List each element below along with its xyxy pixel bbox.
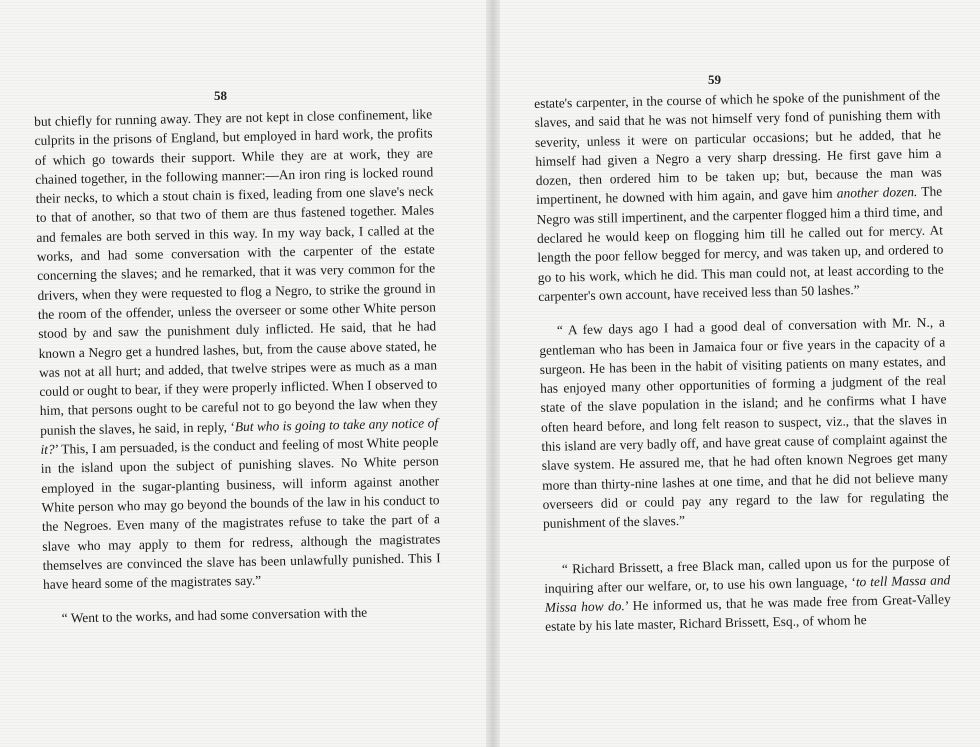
- left-page: [0, 0, 486, 747]
- left-para1-cont: ’ This, I am persuaded, is the conduct and feeling of most White people in the island upon the subject of punishing slaves. No White person employed in the sugar-planting business, will inform against another White person who may go beyond the bounds of the law in his conduct to the Negroes. Even many of the magistrates refuse to take the part of a slave who may apply to them for redress, although the magistrates themselves are convinced the slave has been unlawfully punished. This I have heard some of the magistrates say.”: [40, 434, 441, 593]
- left-para1-italic: But who is going to take any notice of it?: [40, 415, 439, 457]
- right-paragraph-1: [534, 85, 944, 306]
- right-para1-italic: another dozen.: [836, 184, 918, 202]
- left-para1-text: but chiefly for running away. They are not kept in close confinement, like culprits in the prisons of England, but employed in hard work, the profits of which go towards their support. While they are at work, they are chained together, in the following manner:—An iron ring is locked round their necks, to which a stout chain is fixed, leading from one slave's neck to that of another, so that two of them are thus fastened together. Males and females are both served in this way. In my way back, I called at the works, and had some conversation with the carpenter of the estate concerning the slaves; and he remarked, that it was very common for the drivers, when they were requested to flog a Negro, to strike the ground in the room of the offender, unless the overseer or some other White person stood by and saw the punishment duly inflicted. He said, that he had known a Negro get a hundred lashes, but, from the cause above stated, he was not at all hurt; and added, that twelve stripes were as much as a man could or ought to bear, if they were properly inflicted. When I observed to him, that persons ought to be careful not to go beyond the law when they punish the slaves, he said, in reply, ‘: [34, 106, 438, 438]
- left-page-text: [34, 104, 442, 628]
- right-paragraph-2: “ A few days ago I had a good deal of conversation with Mr. N., a gentleman who has been in Jamaica four or five years in the capacity of a surgeon. He has been in the habit of visiting patients on many estates, and has enjoyed many other opportunities of forming a judgment of the real state of the slave population in the island; and he confirms what I have often heard before, and long felt reason to suspect, viz., that the slaves in this island are very badly off, and have great cause of complaint against the slave system. He assured me, that he had often known Negroes get many more than thirty-nine lashes at one time, and that he did not believe many overseers did or could pay any regard to the law for regulating the punishment of the slaves.”: [539, 314, 949, 532]
- right-para1-text: estate's carpenter, in the course of which he spoke of the punishment of the slaves, and said that he was not himself very fond of punishing them with severity, unless it were on particular occasions; but he added, that he himself had given a Negro a very sharp dressing. He first gave him a dozen, then ordered him to be taken up; but, because the man was impertinent, he downed with him again, and gave him: [534, 87, 942, 208]
- left-paragraph-1: [34, 104, 441, 594]
- right-para3-italic: to tell Massa and Missa how do.: [544, 572, 951, 616]
- book-gutter: [486, 0, 500, 747]
- right-para3-cont: ’ He informed us, that he was made free from Great-Valley estate by his late master, Richard Brissett, Esq., of whom he: [545, 591, 951, 635]
- right-para3-text: “ Richard Brissett, a free Black man, called upon us for the purpose of inquiring after our welfare, or, to use his own language, ‘: [544, 552, 951, 596]
- right-paragraph-3: [544, 551, 952, 637]
- left-paragraph-2: “ Went to the works, and had some conversation with the: [61, 605, 368, 626]
- right-page: [500, 0, 980, 747]
- page-number-left: 58: [214, 88, 227, 103]
- page-number-right: 59: [708, 72, 721, 87]
- right-page-text: [534, 85, 951, 636]
- right-para1-cont: The Negro was still impertinent, and the carpenter flogged him a third time, and declared he would keep on flogging him till he called out for mercy. At length the poor fellow begged for mercy, and was taken up, and ordered to go to his work, which he did. This man could not, at least according to the carpenter's own account, have received less than 50 lashes.”: [536, 183, 944, 304]
